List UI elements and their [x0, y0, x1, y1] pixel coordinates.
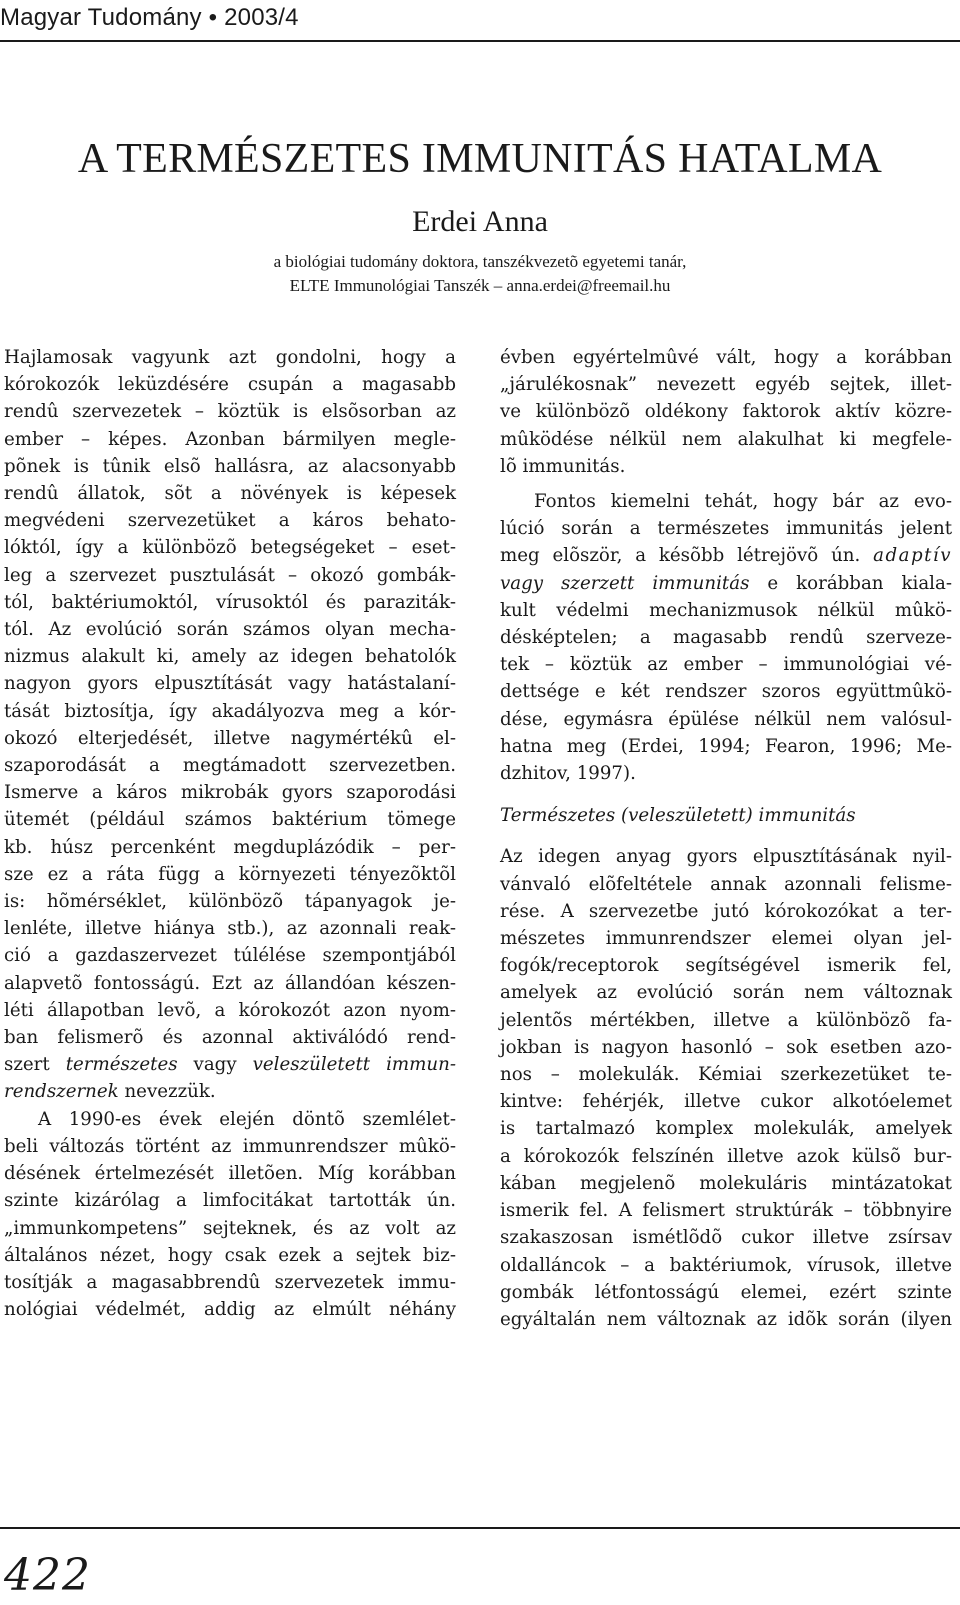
paragraph-fontos [500, 488, 952, 787]
page-number: 422 [4, 1550, 91, 1601]
author-name: Erdei Anna [412, 205, 548, 238]
text-line: rése. A szervezetbe jutó kórokozókat a ter- [500, 900, 952, 922]
text-line: ban felismerõ és azonnal aktiválódó rend- [4, 1027, 456, 1049]
text-line: lõ immunitás. [500, 455, 626, 477]
text-line: is tartalmazó komplex molekulák, amelyek [500, 1118, 952, 1140]
text-line: mûködése nélkül nem alakulhat ki megfele- [500, 428, 952, 450]
text-line: sze ez a ráta függ a környezeti tényezõktõl [4, 863, 456, 885]
text-line: gombák létfontosságú elemei, ezért szinte [500, 1281, 952, 1303]
article-title: A TERMÉSZETES IMMUNITÁS HATALMA [77, 136, 883, 182]
text-line: nagyon gyors elpusztítását vagy hatástalaní- [4, 673, 456, 695]
text-line: jokban is nagyon hasonló – sok esetben azo- [500, 1036, 952, 1058]
text-line: kintve: fehérjék, illetve cukor alkotóelemet [500, 1091, 952, 1113]
text-line: tását biztosítja, így akadályozva meg a kór- [4, 700, 456, 722]
text-line: amelyek az evolúció során nem változnak [500, 982, 952, 1004]
text-line-mixed [500, 570, 952, 597]
text-line: désének értelmezését illetõen. Míg korábban [4, 1163, 456, 1185]
text-line: nos – molekulák. Kémiai szerkezetüket te- [500, 1064, 952, 1086]
text-line: lenléte, illetve hiánya stb.), az azonnali reak- [4, 918, 456, 940]
italic-term-rendszernek: rendszernek [4, 1081, 119, 1103]
left-column [4, 344, 456, 1323]
text-line: tól. Az evolúció során számos olyan mecha- [4, 619, 456, 641]
text-fragment: szert [4, 1054, 66, 1076]
text-line: tek – köztük az ember – immunológiai vé- [500, 654, 952, 676]
text-line: Az idegen anyag gyors elpusztításának nyil- [500, 846, 952, 868]
text-line: szaporodását a megtámadott szervezetben. [4, 755, 456, 777]
footer-rule [0, 1527, 960, 1529]
text-line: désképtelen; a magasabb rendû szerveze- [500, 627, 952, 649]
text-line: hatna meg (Erdei, 1994; Fearon, 1996; Me- [500, 735, 952, 757]
text-line: Ismerve a káros mikrobák gyors szaporodási [4, 782, 456, 804]
text-line: tosítják a magasabbrendû szervezetek immu- [4, 1271, 456, 1293]
text-line: ember – képes. Azonban bármilyen megle- [4, 428, 456, 450]
text-line: nológiai védelmét, addig az elmúlt néhány [4, 1299, 456, 1321]
text-fragment: nevezzük. [118, 1081, 216, 1103]
text-line: is: hõmérséklet, különbözõ tápanyagok je- [4, 891, 456, 913]
text-line: szakaszosan ismétlõdõ cukor illetve zsírsav [500, 1227, 952, 1249]
text-fragment: meg elõször, a késõbb létrejövõ ún. [500, 545, 874, 567]
text-line: kórokozók leküzdésére csupán a magasabb [4, 374, 456, 396]
italic-term-veleszuletett: veleszületett immun- [252, 1054, 456, 1076]
text-line: szinte kizárólag a limfocitákat tartották ún. [4, 1190, 456, 1212]
text-line: Fontos kiemelni tehát, hogy bár az evo- [534, 491, 952, 513]
text-line-mixed [500, 542, 952, 569]
text-line: fogók/receptorok segítségével ismerik fel, [500, 955, 952, 977]
text-line: beli változás történt az immunrendszer mûkö- [4, 1135, 456, 1157]
text-line: dése, egymásra épülése nélkül nem valósul- [500, 708, 952, 730]
text-line: megvédeni szervezetüket a káros behato- [4, 510, 456, 532]
text-line: kult védelmi mechanizmusok nélkül mûkö- [500, 599, 952, 621]
text-line: „immunkompetens” sejteknek, és az volt az [4, 1217, 456, 1239]
header-rule [0, 40, 960, 42]
text-line: lóktól, így a különbözõ betegségeket – eset- [4, 537, 456, 559]
text-line: alapvetõ fontosságú. Ezt az állandóan készen- [4, 972, 456, 994]
text-line: okozó elterjedését, illetve nagymértékû el- [4, 727, 456, 749]
text-line: egyáltalán nem változnak az idõk során (ilyen [500, 1308, 952, 1330]
text-line: vánvaló elõfeltétele annak azonnali felisme- [500, 873, 952, 895]
italic-term-szerzett: vagy szerzett immunitás [500, 572, 750, 594]
text-line: „járulékosnak” nevezett egyéb sejtek, illet- [500, 374, 952, 396]
text-line: léti állapotban levõ, a kórokozót azon nyom- [4, 999, 456, 1021]
text-line: ve különbözõ oldékony faktorok aktív közre- [500, 401, 952, 423]
text-line: leg a szervezet pusztulását – okozó gombák- [4, 564, 456, 586]
paragraph-idegen-anyag [500, 843, 952, 1333]
text-line: Hajlamosak vagyunk azt gondolni, hogy a [4, 347, 456, 368]
text-line: mészetes immunrendszer elemei olyan jel- [500, 928, 952, 950]
author-affiliation-line-2: ELTE Immunológiai Tanszék – anna.erdei@freemail.hu [289, 276, 671, 295]
text-line: nizmus alakult ki, amely az idegen behatolók [4, 646, 456, 668]
paragraph-continuation [500, 344, 952, 480]
text-line: dettsége e két rendszer szoros együttmûkö- [500, 681, 952, 703]
right-column [500, 344, 952, 1333]
text-line: põnek is tûnik elsõ hallásra, az alacsonyabb [4, 455, 456, 477]
paragraph-intro [4, 344, 456, 1106]
text-line: tól, baktériumoktól, vírusoktól és paraziták- [4, 591, 456, 613]
text-line-mixed [4, 1051, 456, 1078]
text-line: ismerik fel. A felismert struktúrák – többnyire [500, 1200, 952, 1222]
text-line: A 1990-es évek elején döntõ szemlélet- [38, 1108, 456, 1130]
text-fragment: vagy [177, 1054, 253, 1076]
text-line: oldalláncok – a baktériumok, vírusok, illetve [500, 1254, 952, 1276]
author-affiliation-line-1: a biológiai tudomány doktora, tanszékvezetõ egyetemi tanár, [273, 252, 687, 271]
text-fragment: e korábban kiala- [749, 572, 952, 594]
text-line: kában megjelenõ molekuláris mintázatokat [500, 1172, 952, 1194]
text-line: rendû szervezetek – köztük is elsõsorban az [4, 401, 456, 423]
text-line: rendû állatok, sõt a növények is képesek [4, 483, 456, 505]
text-line: ció a gazdaszervezet túlélése szempontjából [4, 945, 456, 967]
text-line: lúció során a természetes immunitás jelent [500, 518, 952, 540]
text-line: jelentõs mértékben, illetve a különbözõ fa- [500, 1009, 952, 1031]
running-head: Magyar Tudomány • 2003/4 [0, 4, 299, 31]
text-line: kb. húsz percenként megduplázódik – per- [4, 836, 456, 858]
italic-term-termeszetes: természetes [65, 1054, 178, 1076]
text-line: a kórokozók felszínén illetve azok külsõ bur- [500, 1145, 952, 1167]
text-line-mixed [4, 1078, 456, 1105]
text-line: évben egyértelmûvé vált, hogy a korábban [500, 347, 952, 368]
text-line: általános nézet, hogy csak ezek a sejtek biz- [4, 1244, 456, 1266]
text-line: dzhitov, 1997). [500, 763, 636, 785]
text-line: ütemét (például számos baktérium tömege [4, 809, 456, 831]
section-heading: Természetes (veleszületett) immunitás [500, 805, 856, 827]
italic-term-adaptiv: adaptív [873, 545, 952, 567]
paragraph-1990s [4, 1106, 456, 1324]
